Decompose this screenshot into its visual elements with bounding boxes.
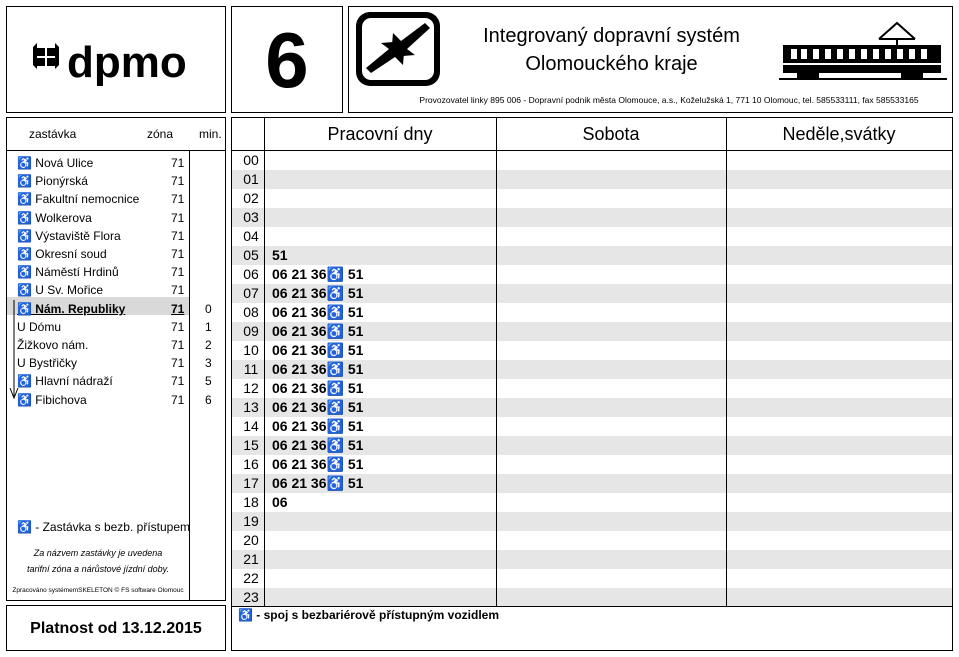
col-weekday: Pracovní dny bbox=[327, 124, 433, 144]
hour-label: 12 bbox=[243, 380, 259, 396]
hour-row bbox=[232, 265, 952, 284]
stop-name: U Dómu bbox=[17, 319, 62, 334]
hour-row bbox=[232, 531, 952, 550]
legend-note-1: Za názvem zastávky je uvedena bbox=[33, 548, 163, 558]
timetable-panel bbox=[231, 117, 953, 651]
stop-name: Žižkovo nám. bbox=[17, 338, 89, 352]
hour-row bbox=[232, 588, 952, 607]
hour-label: 22 bbox=[243, 570, 259, 586]
divider-bottom bbox=[232, 606, 952, 607]
hour-row bbox=[232, 360, 952, 379]
stop-minutes: 3 bbox=[205, 356, 212, 371]
hour-row bbox=[232, 493, 952, 512]
stop-name: ♿ Wolkerova bbox=[17, 210, 92, 225]
col-zone-label: zóna bbox=[147, 127, 174, 141]
dpmo-logo-icon bbox=[7, 7, 225, 112]
weekday-departures: 06 21 36♿ 51 bbox=[272, 437, 364, 453]
stop-zone: 71 bbox=[171, 356, 185, 371]
hour-label: 10 bbox=[243, 342, 259, 358]
weekday-departures: 06 21 36♿ 51 bbox=[272, 380, 364, 396]
hour-label: 04 bbox=[243, 228, 259, 244]
hour-row bbox=[232, 208, 952, 227]
stop-minutes: 0 bbox=[205, 301, 212, 316]
weekday-departures: 06 bbox=[272, 494, 288, 510]
line-number: 6 bbox=[231, 6, 343, 113]
weekday-departures: 06 21 36♿ 51 bbox=[272, 475, 364, 491]
weekday-departures: 06 21 36♿ 51 bbox=[272, 399, 364, 415]
weekday-departures: 06 21 36♿ 51 bbox=[272, 304, 364, 320]
hour-label: 00 bbox=[243, 152, 259, 168]
weekday-departures: 06 21 36♿ 51 bbox=[272, 456, 364, 472]
tram-icon bbox=[779, 17, 949, 85]
stop-minutes: 2 bbox=[205, 338, 212, 352]
hour-label: 03 bbox=[243, 209, 259, 225]
stop-name: ♿ Fibichova bbox=[17, 392, 87, 407]
stop-zone: 71 bbox=[171, 301, 185, 316]
hour-label: 01 bbox=[243, 171, 259, 187]
weekday-departures: 06 21 36♿ 51 bbox=[272, 361, 364, 377]
stop-name: ♿ Nám. Republiky bbox=[17, 301, 126, 316]
hour-label: 08 bbox=[243, 304, 259, 320]
hour-label: 06 bbox=[243, 266, 259, 282]
hour-row bbox=[232, 436, 952, 455]
hour-row bbox=[232, 474, 952, 493]
weekday-departures: 06 21 36♿ 51 bbox=[272, 342, 364, 358]
header-title-1: Integrovaný dopravní systém bbox=[483, 25, 740, 47]
divider-hour bbox=[264, 118, 265, 607]
hour-label: 20 bbox=[243, 532, 259, 548]
operator-logo bbox=[6, 6, 226, 113]
hour-label: 13 bbox=[243, 399, 259, 415]
hour-label: 17 bbox=[243, 475, 259, 491]
hour-label: 05 bbox=[243, 247, 259, 263]
hour-row bbox=[232, 341, 952, 360]
hour-label: 18 bbox=[243, 494, 259, 510]
hour-row bbox=[232, 227, 952, 246]
hour-row bbox=[232, 303, 952, 322]
divider-weekday bbox=[496, 118, 497, 607]
stop-minutes: 6 bbox=[205, 392, 212, 407]
stop-name: ♿ U Sv. Mořice bbox=[17, 283, 104, 298]
hour-label: 07 bbox=[243, 285, 259, 301]
hour-row bbox=[232, 379, 952, 398]
stop-zone: 71 bbox=[171, 174, 185, 189]
stop-zone: 71 bbox=[171, 192, 185, 207]
hour-row bbox=[232, 569, 952, 588]
weekday-departures: 06 21 36♿ 51 bbox=[272, 418, 364, 434]
stop-name: ♿ Náměstí Hrdinů bbox=[17, 265, 119, 280]
hour-label: 11 bbox=[243, 361, 259, 377]
hour-row bbox=[232, 284, 952, 303]
hour-row bbox=[232, 550, 952, 569]
hour-label: 21 bbox=[243, 551, 259, 567]
logo-text: dpmo bbox=[67, 38, 187, 87]
hour-label: 09 bbox=[243, 323, 259, 339]
weekday-departures: 06 21 36♿ 51 bbox=[272, 285, 364, 301]
stop-minutes: 1 bbox=[205, 319, 212, 334]
stop-minutes: 5 bbox=[205, 374, 212, 389]
hour-row bbox=[232, 246, 952, 265]
stop-name: ♿ Pionýrská bbox=[17, 174, 88, 189]
hour-label: 15 bbox=[243, 437, 259, 453]
stop-zone: 71 bbox=[171, 319, 185, 334]
hour-label: 02 bbox=[243, 190, 259, 206]
col-stop-label: zastávka bbox=[29, 127, 77, 141]
stop-name: ♿ Fakultní nemocnice bbox=[17, 192, 140, 207]
hour-label: 14 bbox=[243, 418, 259, 434]
col-sunday: Neděle,svátky bbox=[782, 124, 896, 144]
validity-date: Platnost od 13.12.2015 bbox=[6, 605, 226, 651]
header bbox=[348, 6, 953, 113]
col-min-label: min. bbox=[199, 127, 222, 141]
hour-row bbox=[232, 417, 952, 436]
col-saturday: Sobota bbox=[582, 124, 640, 144]
weekday-departures: 51 bbox=[272, 247, 288, 263]
hour-row bbox=[232, 170, 952, 189]
footnote-accessible-vehicle: ♿ - spoj s bezbariérově přístupným vozidlem bbox=[238, 608, 499, 622]
stop-zone: 71 bbox=[171, 156, 185, 170]
stop-zone: 71 bbox=[171, 247, 185, 261]
transfer-arrows-icon bbox=[355, 11, 441, 87]
hour-label: 16 bbox=[243, 456, 259, 472]
software-credit: Zpracováno systémemSKELETON © FS software Olomouc bbox=[12, 587, 184, 594]
stops-panel bbox=[6, 117, 226, 601]
weekday-departures: 06 21 36♿ 51 bbox=[272, 266, 364, 282]
legend-note-2: tarifní zóna a nárůstové jízdní doby. bbox=[27, 564, 169, 574]
legend-accessible-stop: ♿ - Zastávka s bezb. přístupem bbox=[17, 520, 191, 534]
stop-zone: 71 bbox=[171, 338, 185, 352]
hour-row bbox=[232, 455, 952, 474]
stop-zone: 71 bbox=[171, 283, 185, 298]
hour-row bbox=[232, 151, 952, 170]
stop-zone: 71 bbox=[171, 210, 185, 225]
stop-name: ♿ Výstaviště Flora bbox=[17, 228, 121, 243]
stop-name: ♿ Hlavní nádraží bbox=[17, 374, 113, 389]
operator-info: Provozovatel linky 895 006 - Dopravní podnik města Olomouce, a.s., Koželužská 1, 771 10 Olomouc, tel. 585533111, fax 585533165 bbox=[419, 95, 919, 105]
header-title-2: Olomouckého kraje bbox=[525, 53, 698, 75]
stop-zone: 71 bbox=[171, 374, 185, 389]
stop-zone: 71 bbox=[171, 392, 185, 407]
stops-header bbox=[7, 118, 225, 151]
divider-saturday bbox=[726, 118, 727, 607]
stop-zone: 71 bbox=[171, 228, 185, 243]
hour-row bbox=[232, 189, 952, 208]
hour-row bbox=[232, 398, 952, 417]
stop-name: ♿ Okresní soud bbox=[17, 247, 107, 261]
weekday-departures: 06 21 36♿ 51 bbox=[272, 323, 364, 339]
hour-row bbox=[232, 322, 952, 341]
stop-zone: 71 bbox=[171, 265, 185, 280]
hour-label: 19 bbox=[243, 513, 259, 529]
hour-row bbox=[232, 512, 952, 531]
stop-name: ♿ Nová Ulice bbox=[17, 156, 94, 170]
hour-label: 23 bbox=[243, 589, 259, 605]
stop-name: U Bystřičky bbox=[17, 356, 77, 371]
